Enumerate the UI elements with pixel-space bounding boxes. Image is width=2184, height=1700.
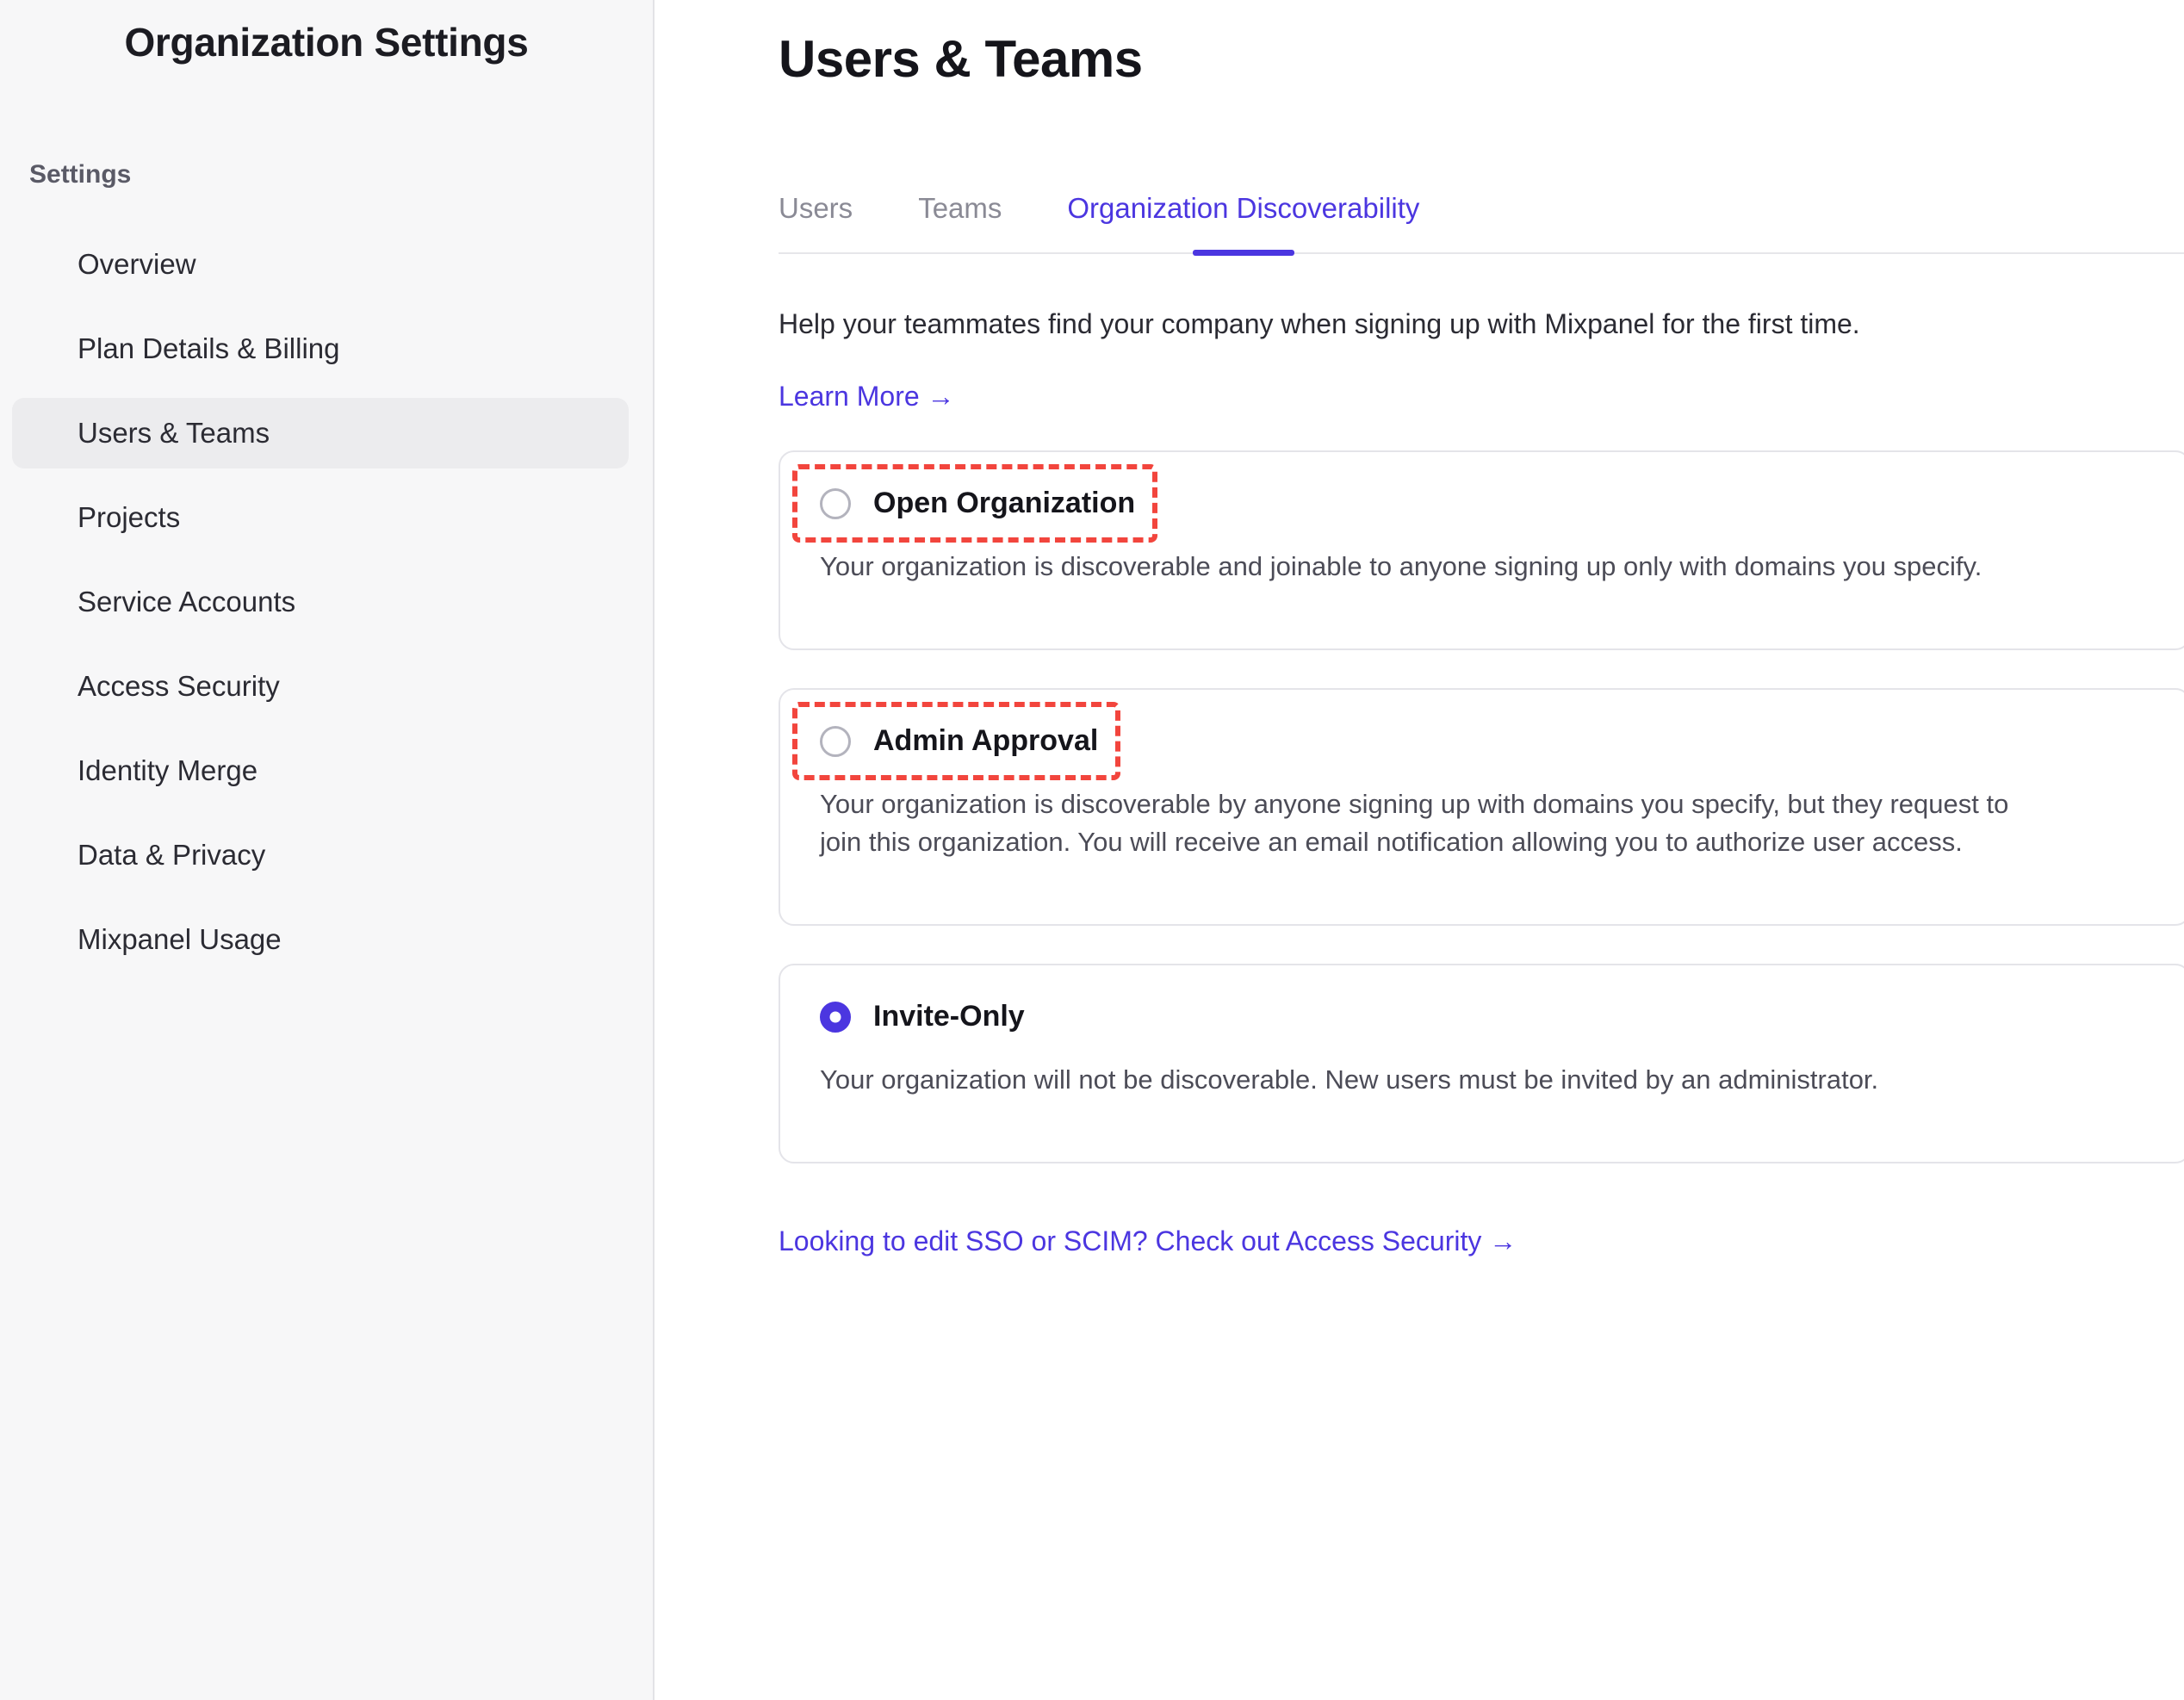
radio-admin-approval[interactable] — [820, 726, 851, 757]
sidebar-item-projects[interactable]: Projects — [78, 501, 181, 533]
sidebar-item-mixpanel-usage[interactable]: Mixpanel Usage — [78, 923, 282, 955]
option-description-admin-approval: Your organization is discoverable by anyone signing up with domains you specify, but they request to join this organization. You will receive an email notification allowing you to authorize user access. — [820, 789, 2009, 858]
access-security-link[interactable]: Looking to edit SSO or SCIM? Check out Access Security → — [779, 1225, 1517, 1257]
sidebar-section-label: Settings — [29, 160, 132, 189]
option-header-invite-only[interactable] — [820, 1000, 1025, 1033]
tab-bar — [779, 192, 2184, 254]
sidebar — [0, 0, 655, 1700]
option-label-invite-only: Invite-Only — [873, 1000, 1025, 1033]
option-card-invite-only[interactable] — [779, 964, 2184, 1163]
sidebar-item-plan-details-billing[interactable]: Plan Details & Billing — [78, 332, 340, 364]
option-label-open-organization: Open Organization — [873, 487, 1136, 520]
option-card-admin-approval[interactable] — [779, 688, 2184, 926]
option-header-admin-approval[interactable] — [820, 724, 1098, 758]
option-header-open-organization[interactable] — [820, 487, 1135, 520]
radio-invite-only[interactable] — [820, 1002, 851, 1033]
main-content — [655, 0, 2184, 1700]
page-title: Users & Teams — [779, 30, 1143, 88]
sidebar-item-data-privacy[interactable]: Data & Privacy — [78, 839, 266, 871]
tab-teams[interactable]: Teams — [918, 192, 1002, 224]
sidebar-item-access-security[interactable]: Access Security — [78, 670, 280, 702]
learn-more-link[interactable]: Learn More → — [779, 381, 955, 413]
option-description-open-organization: Your organization is discoverable and joinable to anyone signing up only with domains you specify. — [820, 551, 1982, 582]
option-card-open-organization[interactable] — [779, 450, 2184, 650]
option-label-admin-approval: Admin Approval — [873, 724, 1099, 758]
sidebar-item-users-teams[interactable]: Users & Teams — [12, 398, 629, 468]
tab-users[interactable]: Users — [779, 192, 853, 224]
option-description-invite-only: Your organization will not be discoverable. New users must be invited by an administrator. — [820, 1064, 1879, 1095]
sidebar-item-service-accounts[interactable]: Service Accounts — [78, 586, 296, 617]
sidebar-item-identity-merge[interactable]: Identity Merge — [78, 754, 258, 786]
sidebar-item-overview[interactable]: Overview — [78, 248, 196, 280]
sidebar-title: Organization Settings — [124, 20, 529, 65]
sidebar-nav — [0, 229, 653, 975]
intro-text: Help your teammates find your company when signing up with Mixpanel for the first time. — [779, 308, 1860, 339]
radio-open-organization[interactable] — [820, 488, 851, 519]
tab-organization-discoverability[interactable]: Organization Discoverability — [1067, 192, 1419, 252]
